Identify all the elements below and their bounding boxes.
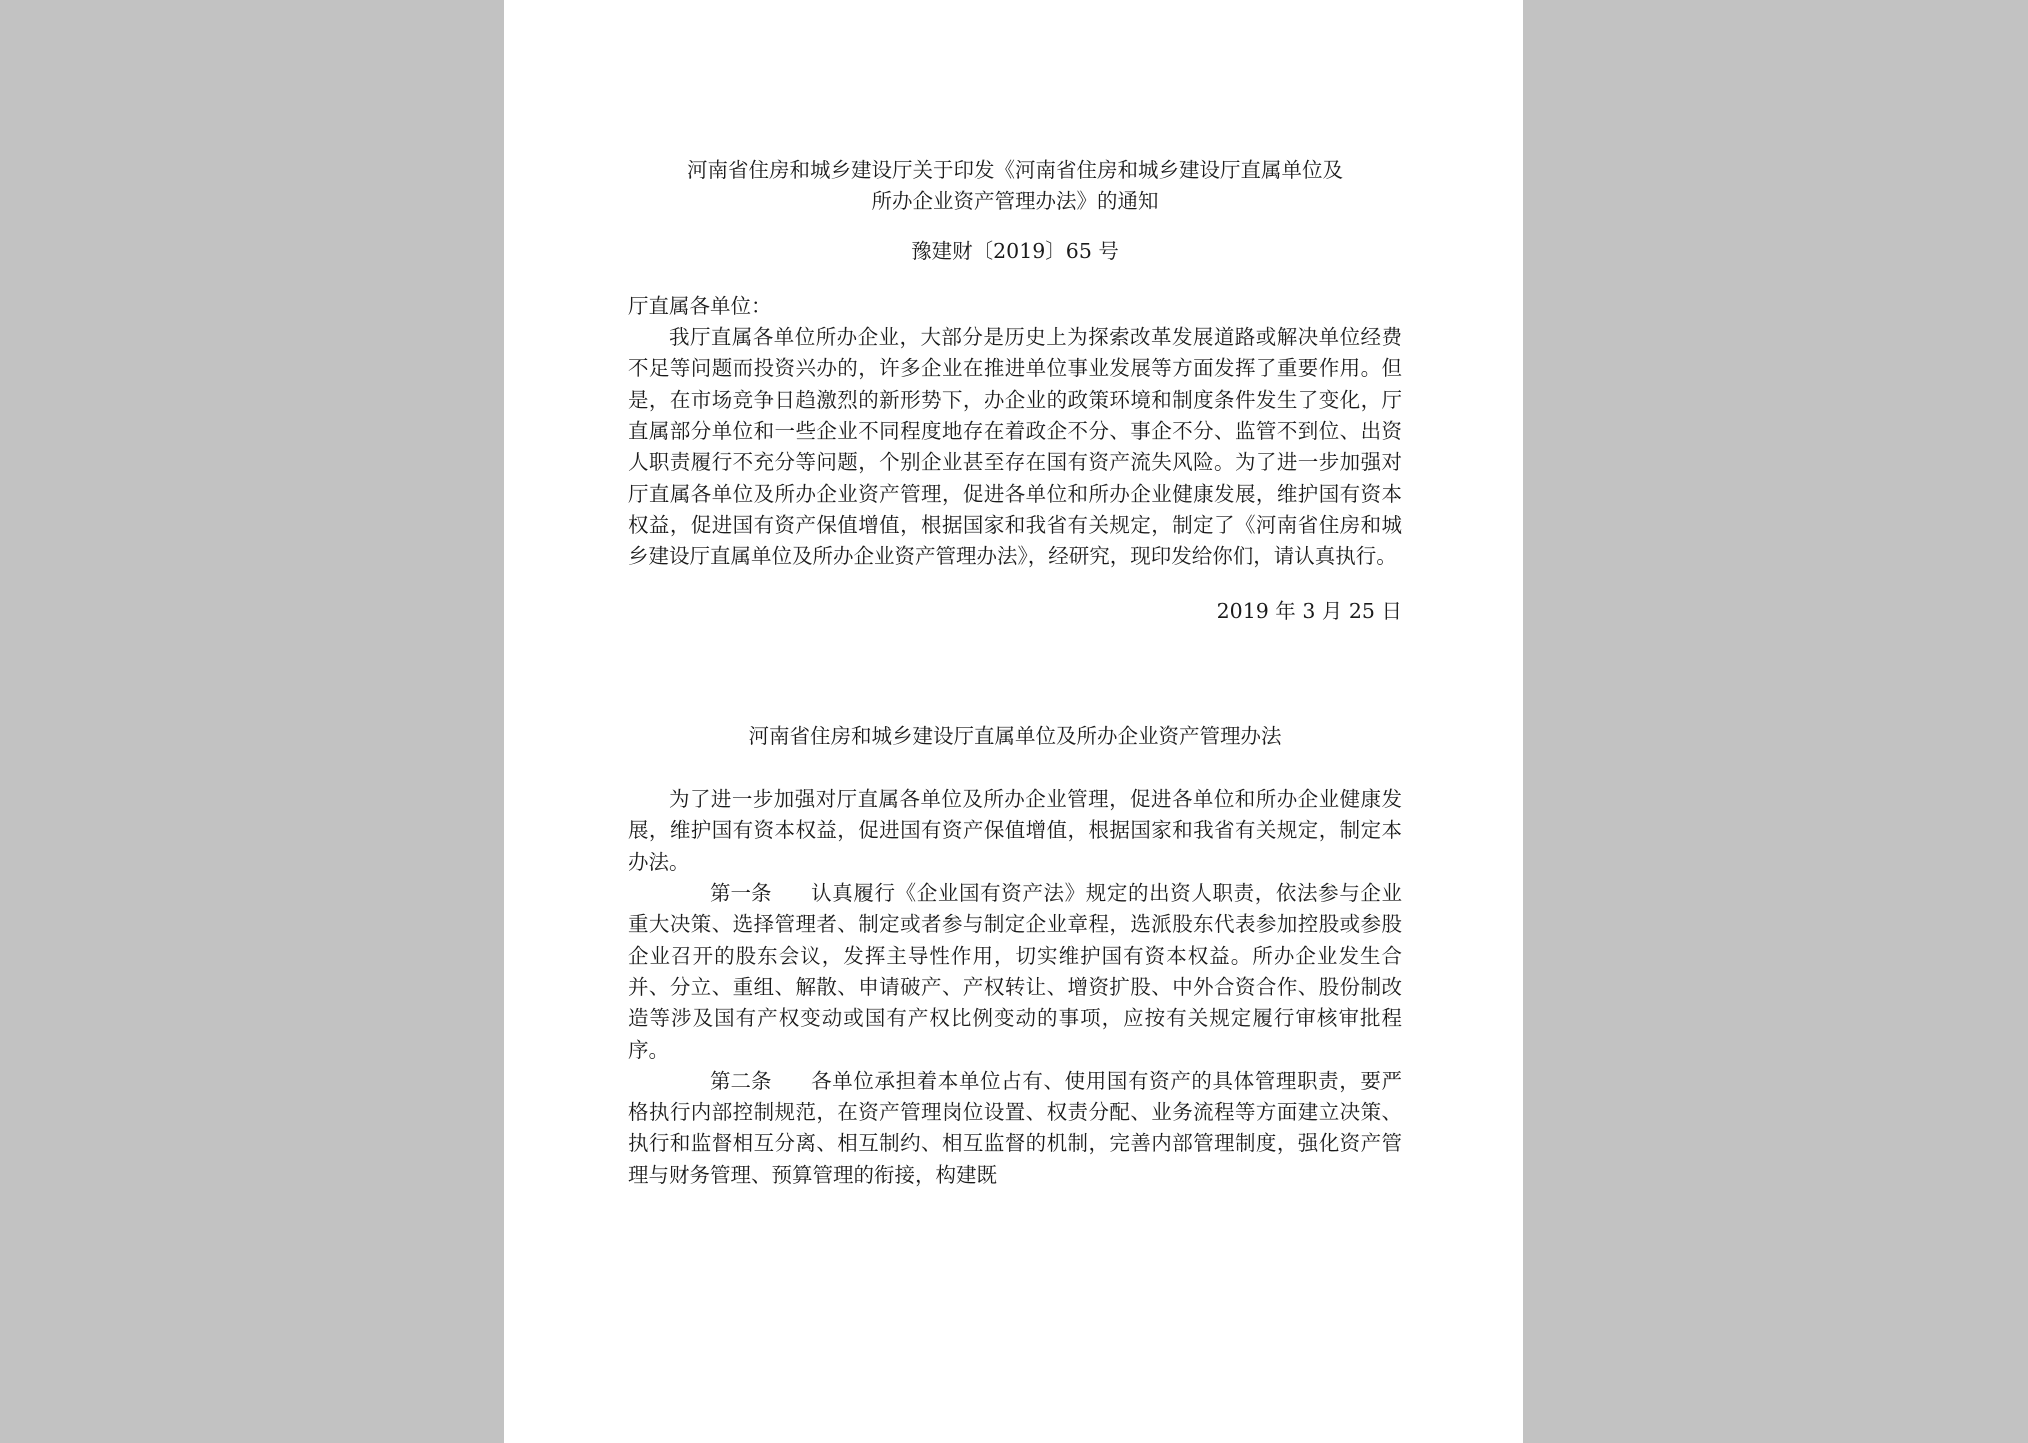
salutation: 厅直属各单位： bbox=[628, 293, 772, 318]
notice-title-line1: 河南省住房和城乡建设厅关于印发《河南省住房和城乡建设厅直属单位及 bbox=[687, 158, 1343, 182]
notice-title-line2: 所办企业资产管理办法》的通知 bbox=[871, 189, 1159, 214]
notice-body: 我厅直属各单位所办企业，大部分是历史上为探索改革发展道路或解决单位经费不足等问题而投资兴办的，许多企业在推进单位事业发展等方面发挥了重要作用。但是，在市场竞争日趋激烈的新形势下，办企业的政策环境和制度条件发生了变化，厅直属部分单位和一些企业不同程度地存在着政企不分、事企不分、监管不到位、出资人职责履行不充分等问题，个别企业甚至存在国有资产流失风险。为了进一步加强对厅直属各单位及所办企业资产管理，促进各单位和所办企业健康发展，维护国有资本权益，促进国有资产保值增值，根据国家和我省有关规定，制定了《河南省住房和城乡建设厅直属单位及所办企业资产管理办法》，经研究，现印发给你们，请认真执行。 bbox=[628, 325, 1402, 569]
article-1-label: 第一条 bbox=[710, 881, 772, 906]
page-content bbox=[628, 155, 1402, 1191]
article-2 bbox=[628, 1066, 1402, 1191]
measures-title: 河南省住房和城乡建设厅直属单位及所办企业资产管理办法 bbox=[748, 723, 1282, 748]
notice-title bbox=[628, 155, 1402, 218]
article-2-text: 各单位承担着本单位占有、使用国有资产的具体管理职责，要严格执行内部控制规范，在资产管理岗位设置、权责分配、业务流程等方面建立决策、执行和监督相互分离、相互制约、相互监督的机制，完善内部管理制度，强化资产管理与财务管理、预算管理的衔接，构建既 bbox=[628, 1068, 1402, 1187]
document-number: 豫建财〔2019〕65 号 bbox=[911, 238, 1119, 263]
document-page bbox=[504, 0, 1523, 1443]
measures-intro: 为了进一步加强对厅直属各单位及所办企业管理，促进各单位和所办企业健康发展，维护国有资本权益，促进国有资产保值增值，根据国家和我省有关规定，制定本办法。 bbox=[628, 787, 1402, 874]
article-1-text: 认真履行《企业国有资产法》规定的出资人职责，依法参与企业重大决策、选择管理者、制定或者参与制定企业章程，选派股东代表参加控股或参股企业召开的股东会议，发挥主导性作用，切实维护国有资本权益。所办企业发生合并、分立、重组、解散、申请破产、产权转让、增资扩股、中外合资合作、股份制改造等涉及国有产权变动或国有产权比例变动的事项，应按有关规定履行审核审批程序。 bbox=[628, 881, 1402, 1062]
article-2-label: 第二条 bbox=[710, 1068, 772, 1093]
issue-date: 2019 年 3 月 25 日 bbox=[1216, 598, 1402, 623]
article-1 bbox=[628, 878, 1402, 1066]
